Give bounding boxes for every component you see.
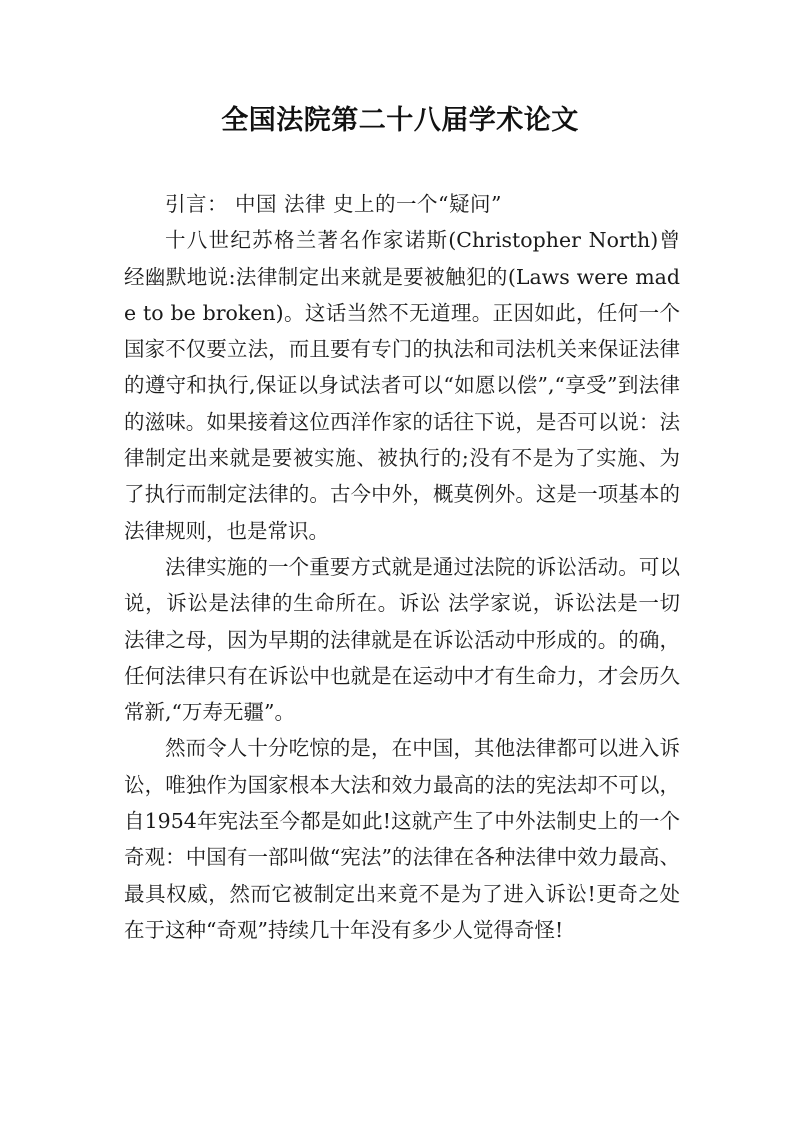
paragraph-1: 十八世纪苏格兰著名作家诺斯(Christopher North)曾经幽默地说:法律制定出来就是要被触犯的(Laws were made to be broken)。这话当然不无道理。正因如此，任何一个国家不仅要立法，而且要有专门的执法和司法机关来保证法律的遵守和执行,保证以身试法者可以“如愿以偿”,“享受”到法律的滋味。如果接着这位西洋作家的话往下说，是否可以说：法律制定出来就是要被实施、被执行的;没有不是为了实施、为了执行而制定法律的。古今中外，概莫例外。这是一项基本的法律规则，也是常识。 [124,228,680,543]
paragraph-3: 然而令人十分吃惊的是，在中国，其他法律都可以进入诉讼，唯独作为国家根本大法和效力最高的法的宪法却不可以，自1954年宪法至今都是如此!这就产生了中外法制史上的一个奇观：中国有一部叫做“宪法”的法律在各种法律中效力最高、最具权威，然而它被制定出来竟不是为了进入诉讼!更奇之处在于这种“奇观”持续几十年没有多少人觉得奇怪! [124,736,680,942]
intro-line: 引言： 中国 法律 史上的一个“疑问” [165,192,503,216]
document-body [124,186,680,948]
paragraph-2: 法律实施的一个重要方式就是通过法院的诉讼活动。可以说，诉讼是法律的生命所在。诉讼 法学家说，诉讼法是一切法律之母，因为早期的法律就是在诉讼活动中形成的。的确，任何法律只有在诉讼中也就是在运动中才有生命力，才会历久常新,“万寿无疆”。 [124,554,680,725]
document-title: 全国法院第二十八届学术论文 [221,105,579,136]
